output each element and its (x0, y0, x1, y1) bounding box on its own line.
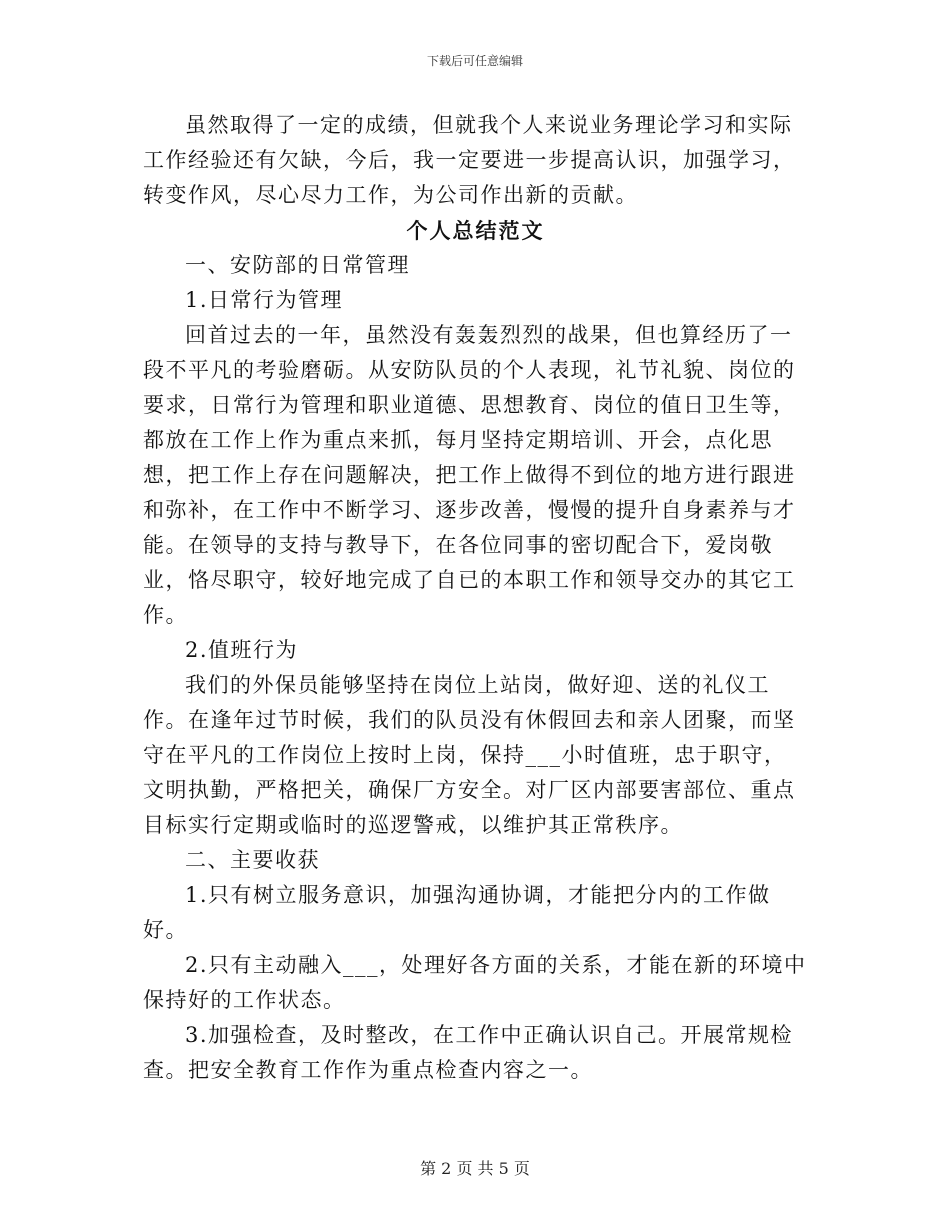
subheading-behavior-management: 1.日常行为管理 (185, 288, 344, 312)
page-header: 下载后可任意编辑 (426, 54, 523, 68)
paragraph-duty-behavior: 我们的外保员能够坚持在岗位上站岗，做好迎、送的礼仪工作。在逢年过节时候，我们的队员没有休假回去和亲人团聚，而坚守在平凡的工作岗位上按时上岗，保持___小时值班，忠于职守，文明执勤，严格把关，确保厂方安全。对厂区内部要害部位、重点目标实行定期或临时的巡逻警戒，以维护其正常秩序。 (143, 673, 796, 837)
page-footer: 第 2 页 共 5 页 (420, 1159, 530, 1178)
paragraph-gain-3: 3.加强检查，及时整改，在工作中正确认识自己。开展常规检查。把安全教育工作作为重点检查内容之一。 (143, 1023, 794, 1082)
paragraph-behavior-management: 回首过去的一年，虽然没有轰轰烈烈的战果，但也算经历了一段不平凡的考验磨砺。从安防队员的个人表现，礼节礼貌、岗位的要求，日常行为管理和职业道德、思想教育、岗位的值日卫生等，都放在工作上作为重点来抓，每月坚持定期培训、开会，点化思想，把工作上存在问题解决，把工作上做得不到位的地方进行跟进和弥补，在工作中不断学习、逐步改善，慢慢的提升自身素养与才能。在领导的支持与教导下，在各位同事的密切配合下，爱岗敬业，恪尽职守，较好地完成了自已的本职工作和领导交办的其它工作。 (143, 323, 796, 627)
document-title: 个人总结范文 (406, 218, 545, 243)
paragraph-gain-2: 2.只有主动融入___，处理好各方面的关系，才能在新的环境中保持好的工作状态。 (143, 953, 807, 1012)
document-body (143, 108, 808, 1088)
paragraph-gain-1: 1.只有树立服务意识，加强沟通协调，才能把分内的工作做好。 (143, 883, 771, 942)
paragraph-closing-summary: 虽然取得了一定的成绩，但就我个人来说业务理论学习和实际工作经验还有欠缺，今后，我一定要进一步提高认识，加强学习，转变作风，尽心尽力工作，为公司作出新的贡献。 (143, 113, 796, 207)
section-heading-main-gains: 二、主要收获 (185, 848, 320, 872)
section-heading-daily-management: 一、安防部的日常管理 (185, 253, 410, 277)
subheading-duty-behavior: 2.值班行为 (185, 638, 299, 662)
